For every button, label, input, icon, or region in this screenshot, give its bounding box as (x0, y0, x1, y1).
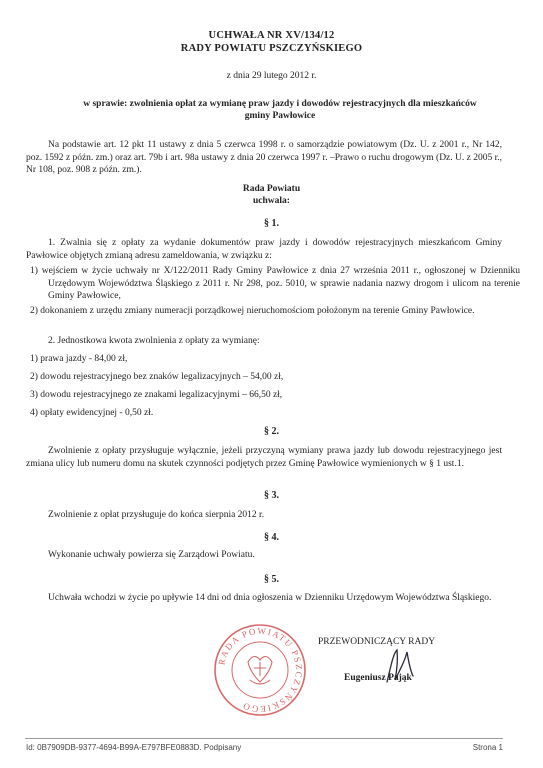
council-heading: Rada Powiatu (242, 184, 301, 194)
fee-item: 4) opłaty ewidencyjnej - 0,50 zł. (30, 408, 154, 418)
council-resolves: uchwala: (253, 196, 290, 206)
legal-basis: Na podstawie art. 12 pkt 11 ustawy z dnia 5 czerwca 1998 r. o samorządzie powiatowym (Dz. U. z 2001 r., Nr 142, poz. 1592 z późn. zm.) oraz art. 79b i art. 98a ustawy z dnia 20 czerwca 1997 r. –Prawo o ruchu drogowym (Dz. U. z 2005 r., Nr 108, poz. 908 z późn. zm.). (26, 140, 502, 175)
section-3-heading: § 3. (264, 490, 279, 501)
fee-item: 2) dowodu rejestracyjnego bez znaków legalizacyjnych – 54,00 zł, (30, 372, 284, 382)
section-1-paragraph-1: 1. Zwalnia się z opłaty za wydanie dokumentów praw jazdy i dowodów rejestracyjnych mieszkańcom Gminy Pawłowice objętych zmianą adresu zameldowania, w związku z: (26, 238, 502, 261)
resolution-subject: w sprawie: zwolnienia opłat za wymianę praw jazdy i dowodów rejestracyjnych dla mieszkańców gminy Pawłowice (83, 99, 477, 121)
section-5-text: Uchwała wchodzi w życie po upływie 14 dni od dnia ogłoszenia w Dzienniku Urzędowym Województwa Śląskiego. (48, 593, 492, 603)
section-4-text: Wykonanie uchwały powierza się Zarządowi Powiatu. (48, 550, 255, 560)
resolution-number: UCHWAŁA NR XV/134/12 (208, 30, 335, 41)
official-seal (212, 622, 308, 718)
section-2-heading: § 2. (264, 426, 279, 437)
footer-divider (25, 738, 503, 739)
fee-item: 3) dowodu rejestracyjnego ze znakami legalizacyjnymi – 66,50 zł, (30, 390, 283, 400)
signatory-name: Eugeniusz Pająk (344, 673, 412, 683)
section-1-item: 1) wejściem w życie uchwały nr X/122/2011 Rady Gminy Pawłowice z dnia 27 września 2011 r., ogłoszonej w Dzienniku Urzędowym Województwa Śląskiego z 2011 r. Nr 298, poz. 5010, w sprawie nadania nazwy drogom i ulicom na terenie Gminy Pawłowice, (30, 266, 520, 301)
section-4-heading: § 4. (264, 532, 279, 543)
page-number: Strona 1 (472, 743, 503, 752)
section-3-text: Zwolnienie z opłat przysługuje do końca sierpnia 2012 r. (48, 510, 265, 520)
document-id: Id: 0B7909DB-9377-4694-B99A-E797BFE0883D. Podpisany (26, 743, 242, 752)
section-1-heading: § 1. (264, 218, 279, 229)
council-name: RADY POWIATU PSZCZYŃSKIEGO (180, 43, 363, 54)
svg-text:RADA POWIATU PSZCZYŃSKIEGO: RADA POWIATU PSZCZYŃSKIEGO (216, 625, 305, 715)
resolution-date: z dnia 29 lutego 2012 r. (226, 71, 317, 81)
fee-item: 1) prawa jazdy - 84,00 zł, (30, 354, 128, 364)
section-5-heading: § 5. (264, 574, 279, 585)
signature-role: PRZEWODNICZĄCY RADY (318, 637, 436, 647)
section-1-paragraph-2: 2. Jednostkowa kwota zwolnienia z opłaty za wymianę: (48, 336, 260, 346)
section-2-text: Zwolnienie z opłaty przysługuje wyłącznie, jeżeli przyczyną wymiany prawa jazdy lub dowodu rejestracyjnego jest zmiana ulicy lub numeru domu na skutek czynności podjętych przez Gminę Pawłowice wymienionych w § 1 ust.1. (26, 446, 502, 469)
section-1-item: 2) dokonaniem z urzędu zmiany numeracji porządkowej nieruchomościom położonym na terenie Gminy Pawłowice. (30, 306, 475, 316)
